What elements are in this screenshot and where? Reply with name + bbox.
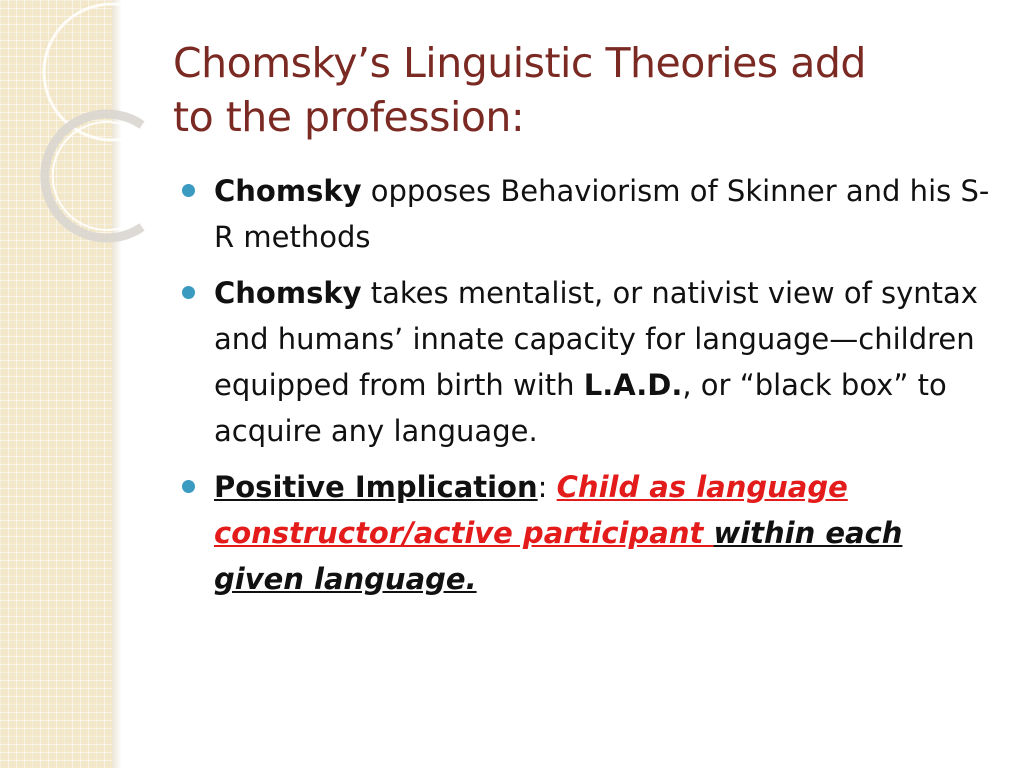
bullet-2-text-a: takes mentalist, or nativist view of syntax and humans’ innate capacity for language—children equipped from birth with [214, 276, 978, 402]
bullet-1-text: opposes Behaviorism of Skinner and his S-R methods [214, 174, 990, 254]
bullet-3-red-emphasis: Child as language constructor/active participant [214, 470, 848, 550]
bullet-list [182, 168, 1002, 612]
title-line-1: Chomsky’s Linguistic Theories add [173, 39, 866, 87]
bullet-2-lad: L.A.D. [583, 368, 683, 402]
bullet-1-bold: Chomsky [214, 174, 362, 208]
bullet-3-colon: : [537, 470, 557, 504]
bullet-dot-icon [182, 286, 195, 299]
bullet-3-black-emphasis: within each given language. [214, 516, 903, 596]
bullet-item-1 [182, 168, 1002, 260]
decorative-rings [0, 0, 200, 320]
bullet-3-heading: Positive Implication [214, 470, 538, 504]
bullet-item-2 [182, 270, 1002, 454]
bullet-dot-icon [182, 480, 195, 493]
slide-title [173, 36, 993, 144]
bullet-2-bold: Chomsky [214, 276, 362, 310]
bullet-dot-icon [182, 184, 195, 197]
bullet-2-text-b: , or “black box” to acquire any language. [214, 368, 947, 448]
bullet-item-3 [182, 464, 1002, 602]
title-line-2: to the profession: [173, 93, 525, 141]
